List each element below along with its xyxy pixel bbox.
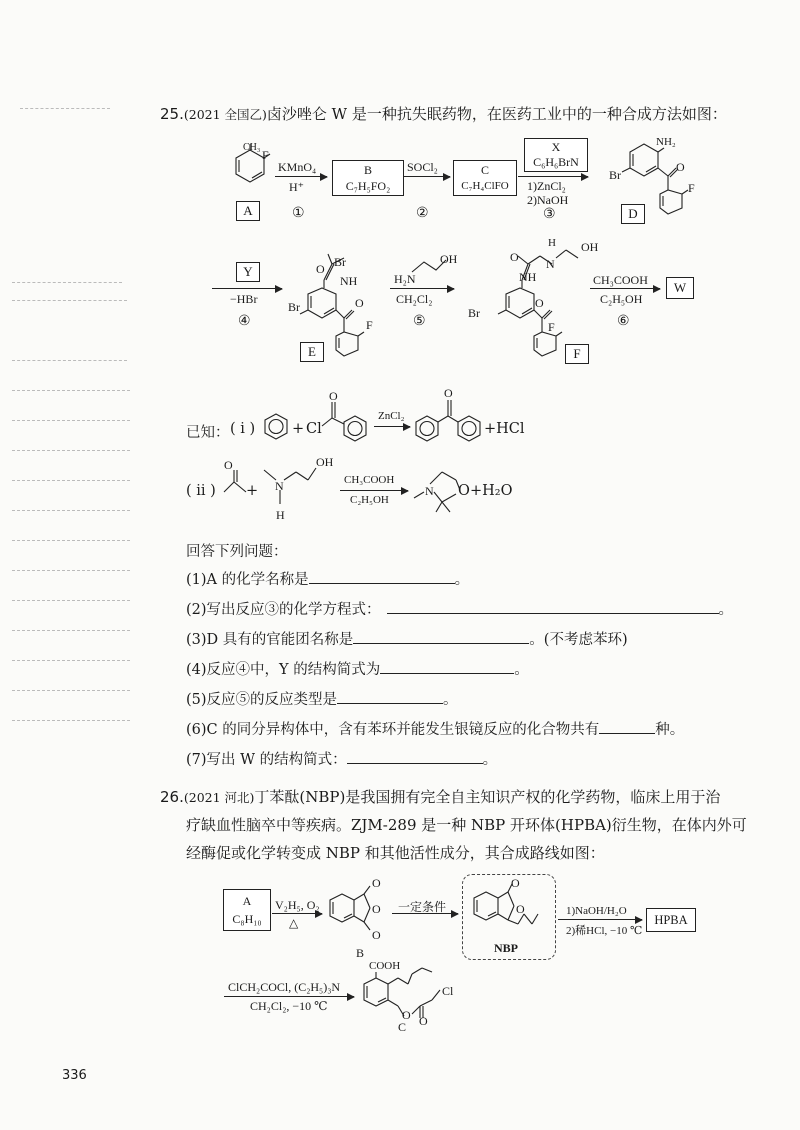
step3-arrow [518,176,588,177]
B26-o1: O [372,876,381,890]
X-formula: C₆H₆BrN [533,155,579,169]
F-h: H [548,237,556,249]
NBP-label: NBP [494,941,518,955]
B26-o3: O [372,928,381,942]
known-ii-oh: OH [316,455,334,469]
label-A: A [236,201,260,221]
known-ii-label: ( ii ) [186,483,216,499]
answer-intro: 回答下列问题： [186,544,288,560]
step3-num: ③ [543,207,556,222]
B26-label: B [356,946,365,960]
answer-blank-7[interactable] [347,749,483,764]
q26-source: (2021 河北) [183,790,255,805]
step6-reagent: CH₃COOH [593,273,648,287]
box-B [332,160,404,196]
step6-arrow [590,288,660,289]
known-title: 已知： [186,425,230,441]
q25-header [160,104,727,125]
known-i-label: ( i ) [230,421,256,437]
step2-reagent: SOCl₂ [407,160,438,174]
A-ch3: CH₃ [243,142,261,153]
NBP-o2: O [516,902,525,916]
A26-formula: C₈H₁₀ [232,912,262,926]
E-f: F [366,318,373,332]
step6-solvent: C₂H₅OH [600,292,643,306]
step6-num: ⑥ [617,314,630,329]
q26-step2-arrow [392,913,458,914]
step1-cond: H⁺ [289,180,304,194]
answer-blank-4[interactable] [380,659,514,674]
q25-source: (2021 全国乙) [183,107,267,122]
step4-cond: −HBr [230,292,258,306]
benzophenone-structure [414,386,494,448]
D-o: O [676,160,685,174]
q26-step3-arrow [558,919,642,920]
box-A26 [223,889,271,931]
q26-line3: 经酶促或化学转变成 NBP 和其他活性成分，其合成路线如图： [186,844,605,862]
q26-line1: 丁苯酞(NBP)是我国拥有完全自主知识产权的化学药物，临床上用于治 [254,788,721,806]
NBP-o1: O [511,876,520,890]
F-n: N [546,257,555,271]
question-7: (7)写出 W 的结构简式： 。 [186,748,497,769]
label-E: E [300,342,324,362]
known-i-o1: O [329,389,338,403]
C26-o: O [402,1008,411,1022]
known-ii-o2: O [458,483,470,499]
q26-step4-arrow [224,996,354,997]
step5-num: ⑤ [413,314,426,329]
question-6: (6)C 的同分异构体中，含有苯环并能发生银镜反应的化合物共有 种。 [186,718,684,739]
known-ii-arrow [340,490,408,491]
label-D: D [621,204,645,224]
C26-o2: O [419,1014,428,1028]
q26-step1-arrow [272,913,322,914]
C-label: C [480,163,489,177]
E-o2: O [355,296,364,310]
known-ii-n: N [275,479,284,493]
known-i-hcl: +HCl [484,421,525,437]
step1-arrow [275,176,327,177]
step3-cond2: 2)NaOH [527,193,569,207]
known-ii-n2: N [425,484,434,498]
question-1: (1)A 的化学名称是 。 [186,568,469,589]
D-f: F [688,181,695,195]
q26-step1-reagent: V₂H₅, O₂ [275,898,320,912]
E-br: Br [288,300,300,314]
known-ii-h2o: +H₂O [470,483,513,499]
known-ii-plus: + [246,483,259,499]
benzoyl-chloride-structure [320,386,370,448]
D-br: Br [609,168,621,182]
q26-step2-cond: 一定条件 [398,900,447,914]
X-label: X [551,140,561,154]
step1-num: ① [292,206,305,221]
answer-blank-6[interactable] [599,719,655,734]
A-f: F [262,148,269,162]
F-oh: OH [581,240,599,254]
known-ii-reagent: CH₃COOH [344,474,395,486]
B-formula: C₇H₅FO₂ [345,179,391,193]
C26-label: C [398,1020,407,1034]
answer-blank-5[interactable] [337,689,443,704]
known-ii-o: O [224,458,233,472]
answer-blank-2[interactable] [387,599,719,614]
question-4: (4)反应④中，Y 的结构简式为 。 [186,658,529,679]
box-HPBA: HPBA [646,908,696,932]
known-i-cl: Cl [306,421,322,437]
answer-blank-3[interactable] [353,629,529,644]
answer-blank-1[interactable] [309,569,455,584]
step4-num: ④ [238,314,251,329]
benzene-i-structure [262,410,292,444]
box-C [453,160,517,196]
E-nh: NH [340,274,358,288]
known-i-o2: O [444,386,453,400]
known-i-arrow [374,426,410,427]
known-ii-solvent: C₂H₅OH [350,494,389,506]
q26-line2: 疗缺血性脑卒中等疾病。ZJM-289 是一种 NBP 开环体(HPBA)衍生物，在体内外可 [186,816,747,834]
F-f: F [548,320,555,334]
q26-step3-cond1: 1)NaOH/H₂O [566,905,627,917]
E-br-top: Br [334,255,346,269]
step5-arrow [390,288,454,289]
box-Y: Y [236,262,260,282]
D-nh2: NH₂ [656,136,676,148]
page-number: 336 [62,1068,87,1083]
C-formula: C₇H₄ClFO [461,180,509,192]
label-W: W [666,277,694,299]
q26-step3-cond2: 2)稀HCl, −10 ℃ [566,925,643,937]
question-5: (5)反应⑤的反应类型是 。 [186,688,458,709]
E-o: O [316,262,325,276]
step2-num: ② [416,206,429,221]
q25-intro: 卤沙唑仑 W 是一种抗失眠药物，在医药工业中的一种合成方法如图： [266,105,727,123]
step3-cond1: 1)ZnCl₂ [527,179,566,193]
label-F: F [565,344,589,364]
question-2: (2)写出反应③的化学方程式： 。 [186,598,733,619]
question-3: (3)D 具有的官能团名称是 。(不考虑苯环) [186,628,628,649]
step5-solvent: CH₂Cl₂ [396,292,433,306]
known-ii-h: H [276,508,285,522]
q26-step1-cond: △ [289,916,299,930]
step5-reagent-oh: OH [440,252,458,266]
box-X [524,138,588,172]
F-nh: NH [519,270,537,284]
known-i-plus: + [292,421,305,437]
F-o: O [510,250,519,264]
F-br: Br [468,306,480,320]
q26-number: 26. [160,788,184,806]
C26-cooh: COOH [369,960,401,972]
q26-step4-cond: CH₂Cl₂, −10 ℃ [250,999,328,1013]
step1-reagent: KMnO₄ [278,160,317,174]
B26-o2: O [372,902,381,916]
A26-label: A [242,894,252,908]
q26-step4-reagent: ClCH₂COCl, (C₂H₅)₃N [228,980,341,994]
q26-header [160,787,720,808]
B-label: B [363,163,372,177]
step4-arrow [212,288,282,289]
step5-reagent-h2n: H₂N [394,272,416,286]
C26-cl: Cl [442,984,454,998]
known-i-cat: ZnCl₂ [378,410,405,422]
NBP-structure [470,880,550,942]
q25-number: 25. [160,105,184,123]
step2-arrow [404,176,450,177]
F-o2: O [535,296,544,310]
